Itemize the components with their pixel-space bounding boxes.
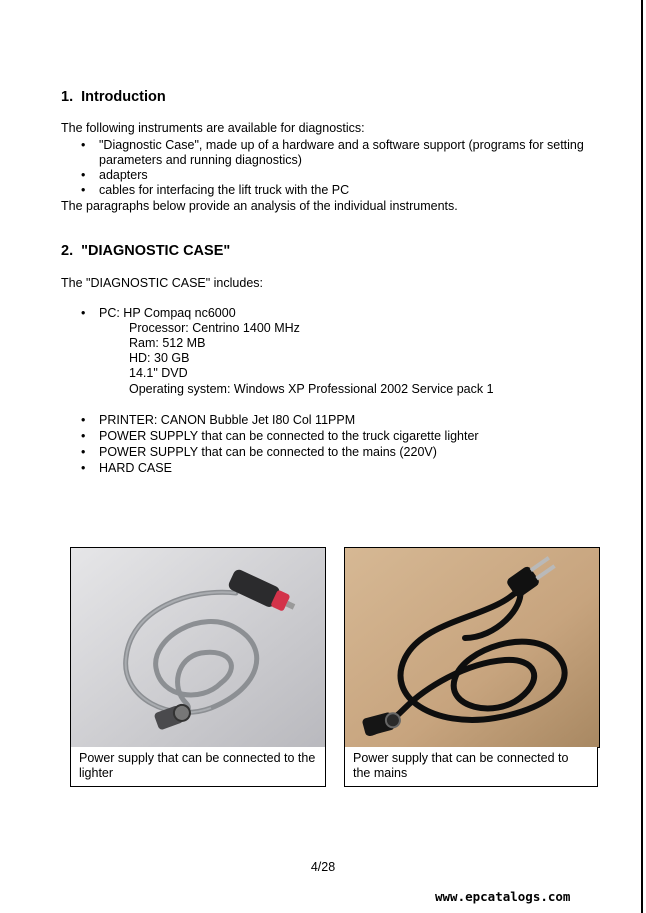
section-2-intro: The "DIAGNOSTIC CASE" includes: bbox=[61, 276, 263, 290]
section-1-title: Introduction bbox=[81, 89, 166, 105]
list-item-pc: • PC: HP Compaq nc6000 bbox=[61, 306, 601, 321]
pc-list bbox=[61, 306, 601, 321]
case-items-list bbox=[61, 413, 601, 476]
list-item: • POWER SUPPLY that can be connected to the truck cigarette lighter bbox=[61, 429, 601, 444]
pc-spec-processor: Processor: Centrino 1400 MHz bbox=[129, 321, 300, 335]
list-item: • PRINTER: CANON Bubble Jet I80 Col 11PPM bbox=[61, 413, 601, 428]
pc-spec-dvd: 14.1" DVD bbox=[129, 366, 188, 380]
photo-lighter-power-supply bbox=[70, 547, 326, 748]
pc-spec-os: Operating system: Windows XP Professional 2002 Service pack 1 bbox=[129, 382, 494, 396]
list-item: • HARD CASE bbox=[61, 461, 601, 476]
pc-spec-hd: HD: 30 GB bbox=[129, 351, 190, 365]
caption-lighter: Power supply that can be connected to the lighter bbox=[70, 747, 326, 787]
caption-mains: Power supply that can be connected to the mains bbox=[344, 747, 598, 787]
mains-cable-image bbox=[345, 548, 599, 747]
page-number: 4/28 bbox=[310, 860, 336, 874]
footer-url: www.epcatalogs.com bbox=[435, 889, 571, 904]
section-2-title: "DIAGNOSTIC CASE" bbox=[81, 243, 231, 259]
list-item: • "Diagnostic Case", made up of a hardware and a software support (programs for setting parameters and running diagnostics) bbox=[61, 138, 601, 168]
list-item: • cables for interfacing the lift truck with the PC bbox=[61, 183, 601, 198]
lighter-cable-image bbox=[71, 548, 325, 747]
list-item: • POWER SUPPLY that can be connected to the mains (220V) bbox=[61, 445, 601, 460]
section-1-intro: The following instruments are available for diagnostics: bbox=[61, 121, 365, 135]
section-1-number: 1. bbox=[61, 89, 74, 105]
photo-mains-power-supply bbox=[344, 547, 600, 748]
pc-spec-ram: Ram: 512 MB bbox=[129, 336, 206, 350]
section-1-heading bbox=[61, 90, 166, 105]
page-right-border bbox=[641, 0, 643, 913]
section-2-number: 2. bbox=[61, 243, 74, 259]
list-item: • adapters bbox=[61, 168, 601, 183]
section-1-list bbox=[61, 138, 601, 198]
section-2-heading bbox=[61, 244, 230, 259]
section-1-outro: The paragraphs below provide an analysis of the individual instruments. bbox=[61, 199, 458, 213]
